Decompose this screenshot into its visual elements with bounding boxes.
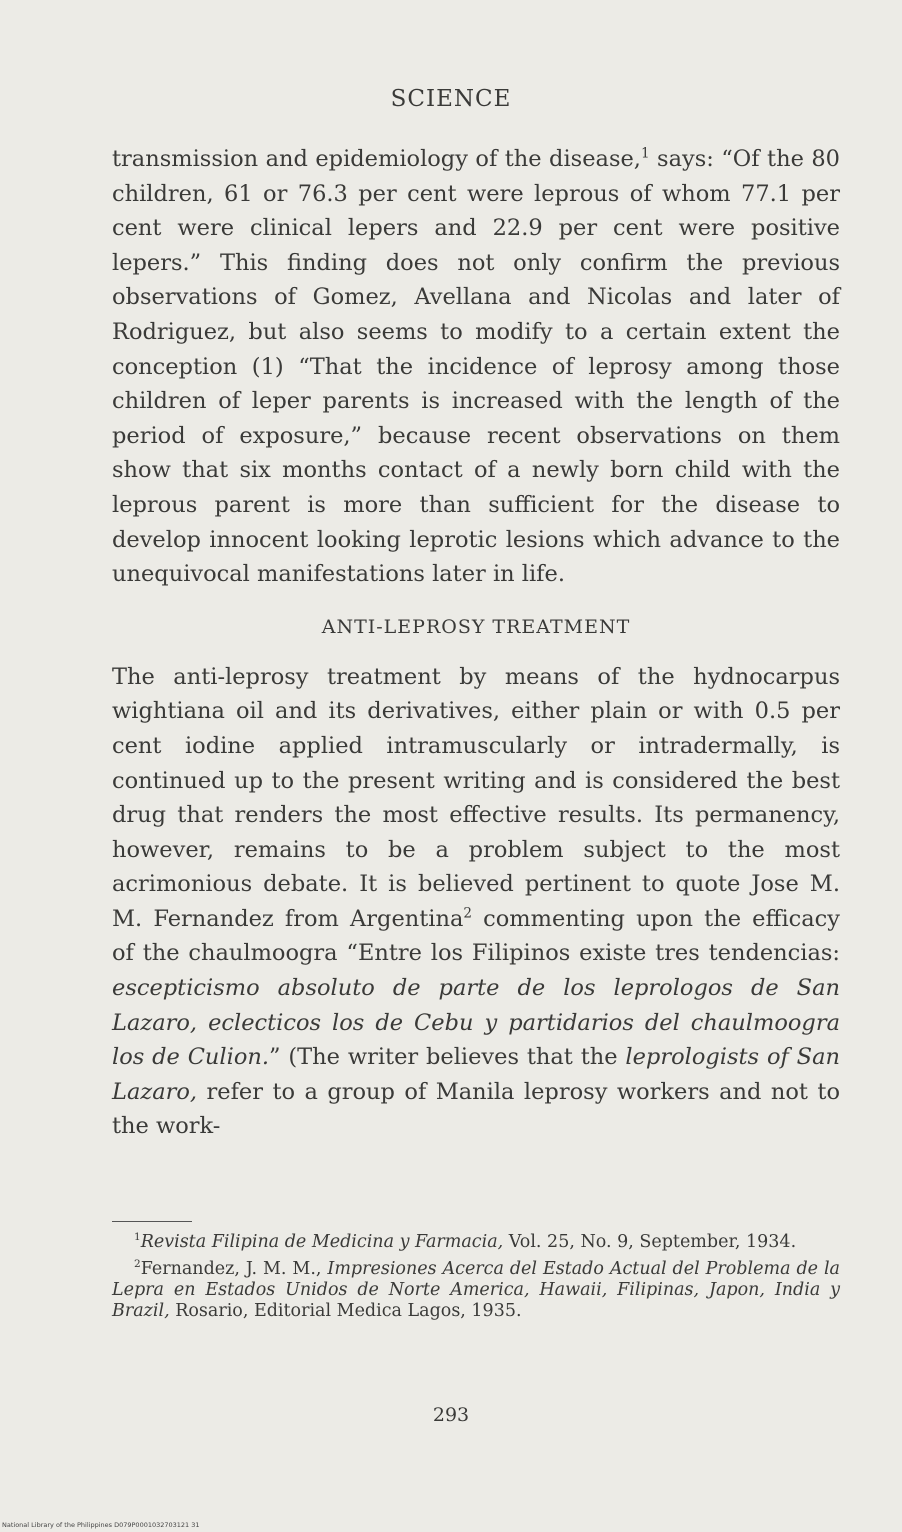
footnote-2 [112,1259,840,1322]
library-credit: National Library of the Philippines D079P0001032703121 31 [2,1521,200,1529]
footnote-1-journal: Revista Filipina de Medicina y Farmacia, [140,1232,504,1252]
paragraph-2-part-c: ” (The writer believes that the [269,1044,626,1071]
footnote-1-mark: 1 [134,1231,141,1244]
footnote-1 [112,1232,840,1253]
paragraph-2 [112,660,840,1144]
footnote-ref-1: 1 [640,145,650,162]
page-number: 293 [432,1404,470,1426]
running-title: SCIENCE [390,86,512,112]
footnote-ref-2: 2 [463,905,472,922]
paragraph-2-part-a: The anti-leprosy treatment by means of the hydnocarpus wightiana oil and its derivatives, either plain or with 0.5 per cent iodine applied intramuscularly or intradermally, is continued up to the present writing and is considered the best drug that renders the most effective results. Its permanency, however, remains to be a problem subject to the most acrimonious debate. It is believed pertinent to quote Jose M. M. Fernandez from Argentina [112,663,840,932]
footnote-2-publisher: Rosario, Editorial Medica Lagos, 1935. [169,1301,522,1321]
footnote-2-author: Fernandez, J. M. M., [140,1259,328,1279]
paragraph-1 [112,142,840,592]
paragraph-1-part-a: transmission and epidemiology of the disease, [112,146,641,172]
leprologists-phrase: leprologists of San Lazaro, [112,1044,840,1105]
footnote-2-title: Impresiones Acerca del Estado Actual del Problema de la Lepra en Estados Unidos de Norte America, Hawaii, Filipinas, Japon, India y Brazil, [112,1259,840,1321]
section-heading: ANTI-LEPROSY TREATMENT [321,615,631,638]
footnote-2-mark: 2 [134,1258,141,1271]
paragraph-2-part-b: commenting upon the efficacy of the chaulmoogra “Entre los Filipinos existe tres tendencias: [112,905,840,967]
spanish-quote: escepticismo absoluto de parte de los leprologos de San Lazaro, eclecticos los de Cebu y partidarios del chaulmoogra los de Culion. [112,975,840,1071]
body-text [112,142,840,1144]
footnote-rule [112,1221,192,1222]
paragraph-2-part-d: refer to a group of Manila leprosy workers and not to the work- [112,1078,840,1140]
footnotes [112,1232,840,1328]
footnote-1-details: Vol. 25, No. 9, September, 1934. [503,1232,797,1252]
paragraph-1-part-b: says: “Of the 80 children, 61 or 76.3 per cent were leprous of whom 77.1 per cent were clinical lepers and 22.9 per cent were positive lepers.” This finding does not only confirm the previous observations of Gomez, Avellana and Nicolas and later of Rodriguez, but also seems to modify to a certain extent the conception (1) “That the incidence of leprosy among those children of leper parents is increased with the length of the period of exposure,” because recent observations on them show that six months contact of a newly born child with the leprous parent is more than sufficient for the disease to develop innocent looking leprotic lesions which advance to the unequivocal manifestations later in life. [112,146,840,588]
